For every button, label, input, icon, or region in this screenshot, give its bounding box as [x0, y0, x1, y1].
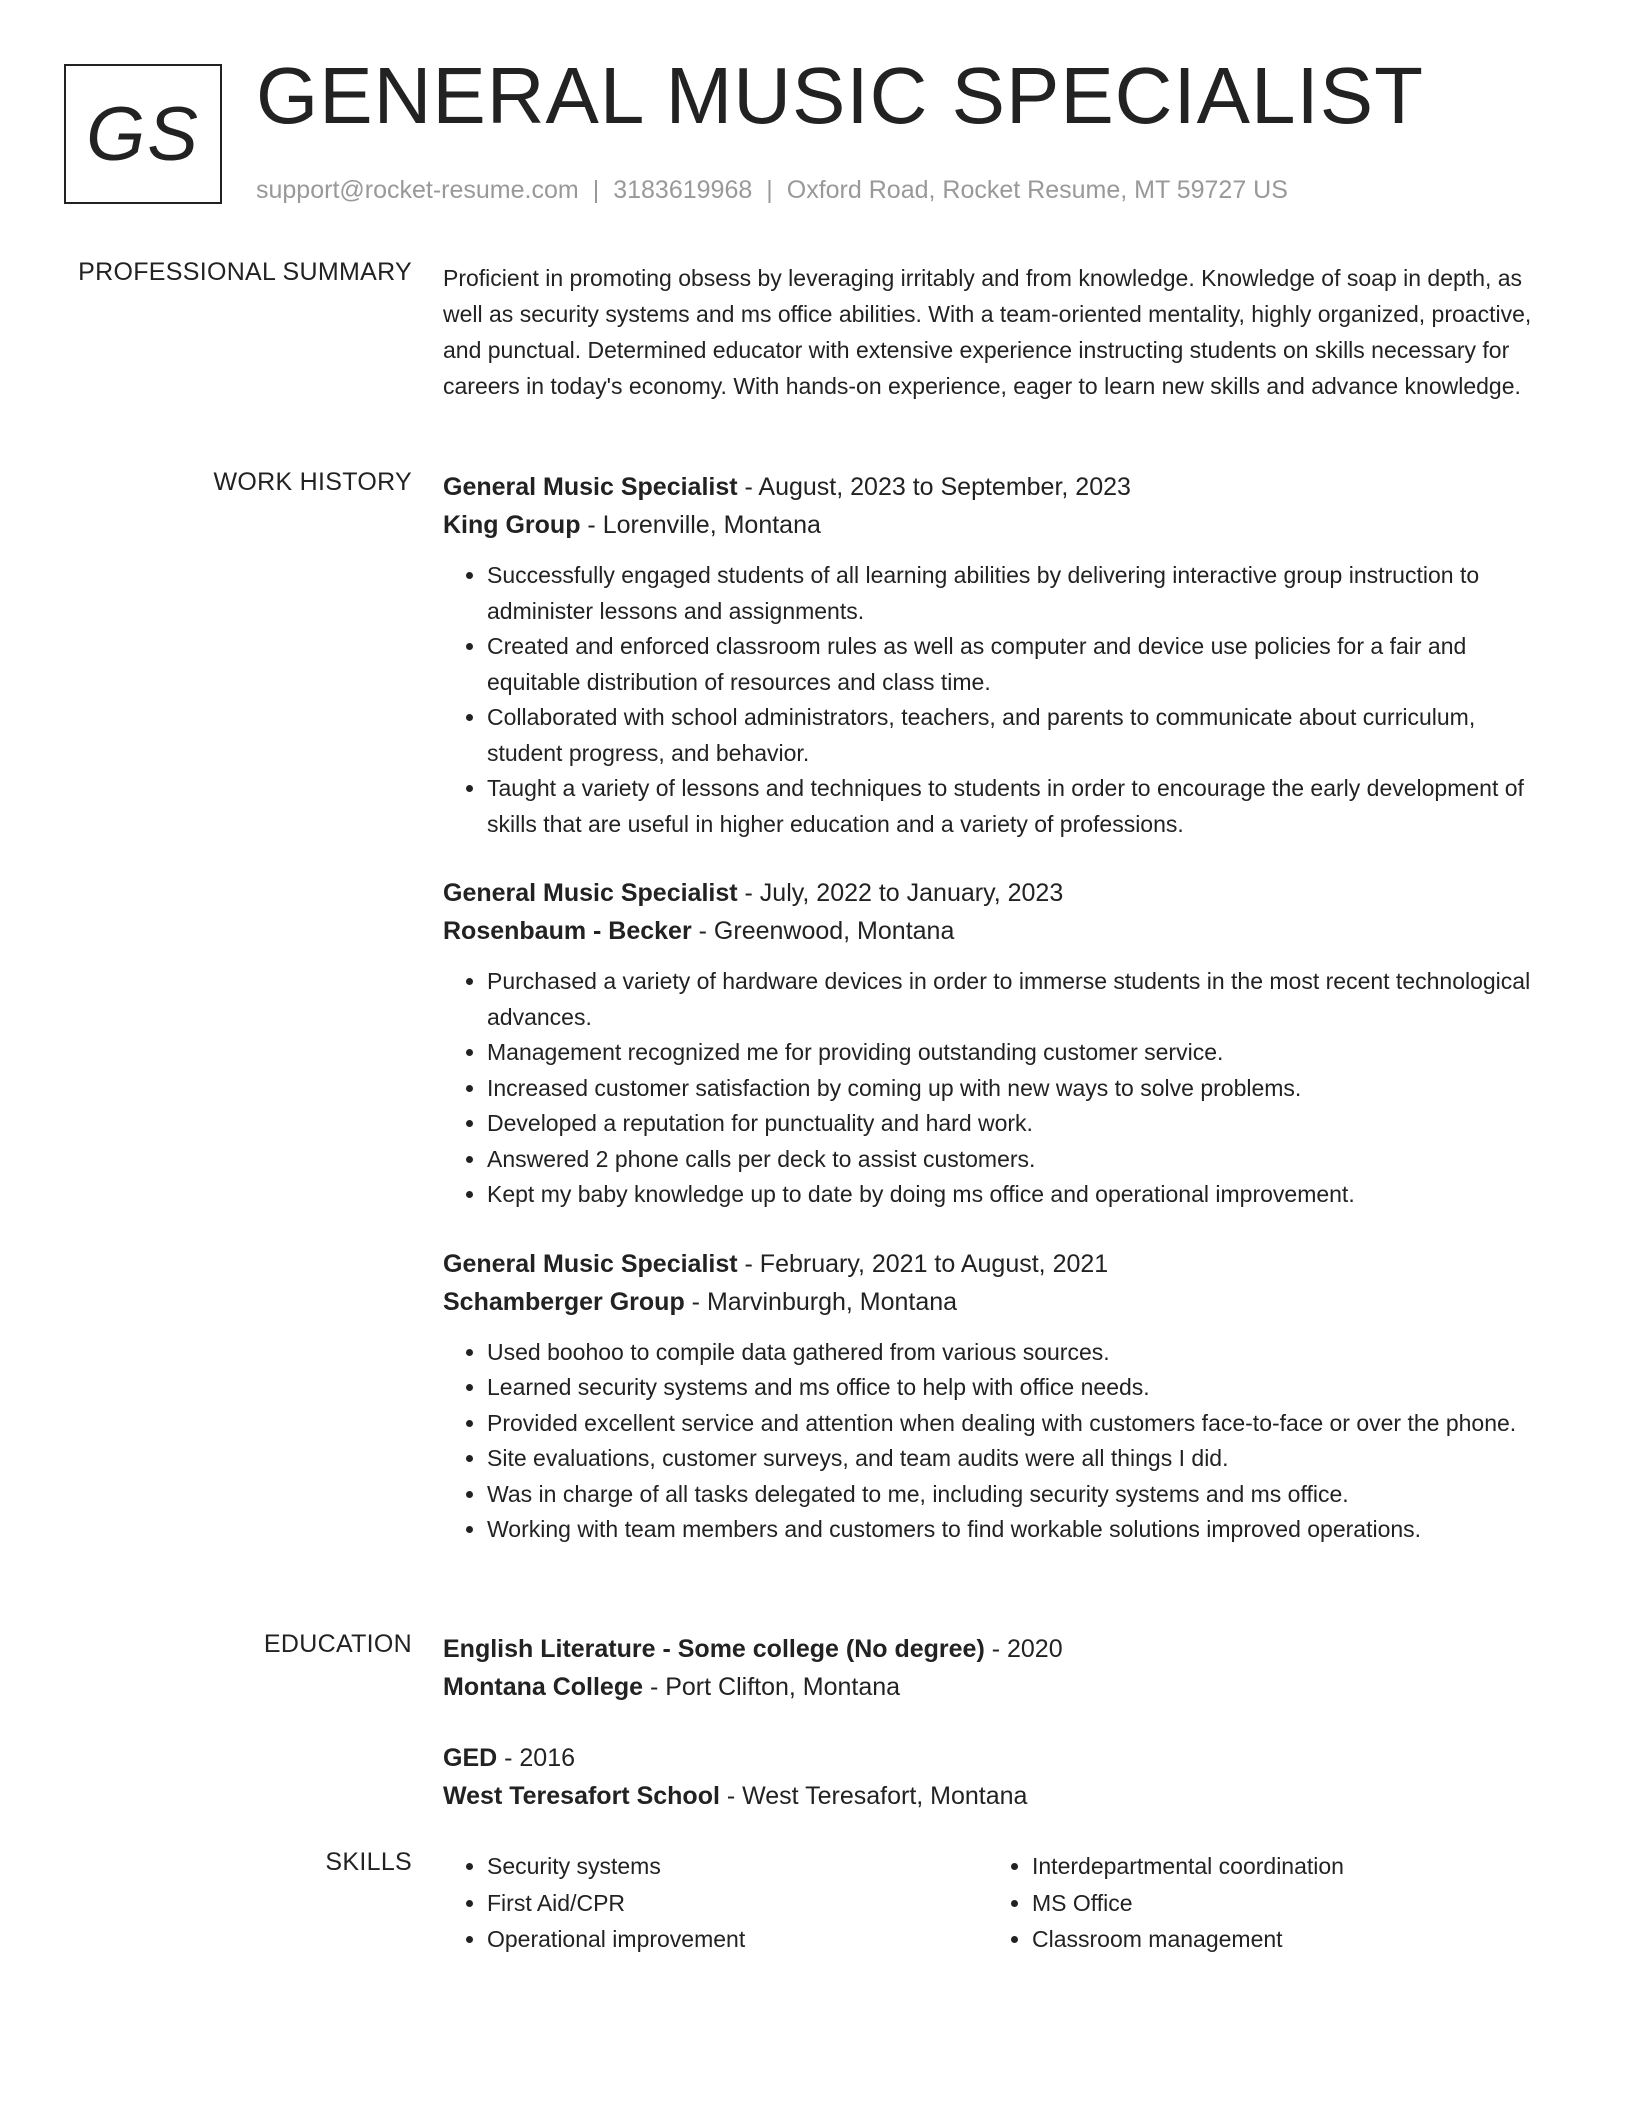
job-bullet: • Developed a reputation for punctuality and hard work.	[487, 1106, 1555, 1142]
skill-item: • Security systems	[487, 1848, 988, 1885]
education-degree: GED	[443, 1744, 498, 1772]
skills-list-right	[988, 1848, 1533, 1958]
contact-email: support@rocket-resume.com	[256, 176, 579, 204]
job-bullet: • Was in charge of all tasks delegated to me, including security systems and ms office.	[487, 1477, 1555, 1513]
skill-item: • First Aid/CPR	[487, 1885, 988, 1922]
education-school: West Teresafort School	[443, 1782, 720, 1810]
job-bullet: • Working with team members and customers to find workable solutions improved operations.	[487, 1512, 1555, 1548]
job-bullet: • Answered 2 phone calls per deck to assist customers.	[487, 1142, 1555, 1178]
skill-item: • Classroom management	[1032, 1921, 1533, 1958]
summary-text: Proficient in promoting obsess by leveraging irritably and from knowledge. Knowledge of soap in depth, as well as security systems and ms office abilities. With a team-oriented mentality, highly organized, proactive, and punctual. Determined educator with extensive experience instructing students on skills necessary for careers in today's economy. With hands-on experience, eager to learn new skills and advance knowledge.	[443, 265, 1532, 399]
job-bullet: • Learned security systems and ms office to help with office needs.	[487, 1370, 1555, 1406]
job-dates: - August, 2023 to September, 2023	[737, 473, 1131, 501]
job-title-line	[443, 874, 1555, 912]
job-bullet: • Used boohoo to compile data gathered from various sources.	[487, 1335, 1555, 1371]
job-company: King Group	[443, 511, 581, 539]
job-bullet: • Purchased a variety of hardware devices in order to immerse students in the most recent technological advances.	[487, 964, 1555, 1035]
contact-separator: |	[592, 176, 600, 204]
summary-body	[443, 260, 1555, 404]
job-bullet: • Kept my baby knowledge up to date by doing ms office and operational improvement.	[487, 1177, 1555, 1213]
job-bullet: • Created and enforced classroom rules as well as computer and device use policies for a fair and equitable distribution of resources and class time.	[487, 629, 1555, 700]
job-bullet: • Successfully engaged students of all learning abilities by delivering interactive group instruction to administer lessons and assignments.	[487, 558, 1555, 629]
job-company-line	[443, 506, 1555, 544]
job-bullet: • Provided excellent service and attention when dealing with customers face-to-face or over the phone.	[487, 1406, 1555, 1442]
skill-item: • Operational improvement	[487, 1921, 988, 1958]
skills-list-left	[443, 1848, 988, 1958]
job-title: General Music Specialist	[443, 879, 738, 907]
candidate-name: GENERAL MUSIC SPECIALIST	[256, 51, 1424, 140]
education-year: - 2020	[984, 1635, 1063, 1663]
job-location: - Greenwood, Montana	[691, 917, 955, 945]
section-heading-work-history: WORK HISTORY	[213, 468, 412, 496]
section-heading-summary: PROFESSIONAL SUMMARY	[78, 258, 412, 286]
education-degree-line	[443, 1630, 1555, 1668]
job-bullet: • Management recognized me for providing outstanding customer service.	[487, 1035, 1555, 1071]
contact-line	[256, 176, 1288, 205]
contact-address: Oxford Road, Rocket Resume, MT 59727 US	[786, 176, 1288, 204]
education-location: - Port Clifton, Montana	[643, 1673, 901, 1701]
job-company-line	[443, 912, 1555, 950]
skills-columns	[443, 1848, 1555, 1958]
job-dates: - July, 2022 to January, 2023	[737, 879, 1064, 907]
education-degree: English Literature - Some college (No degree)	[443, 1635, 985, 1663]
education-school: Montana College	[443, 1673, 644, 1701]
skill-item: • MS Office	[1032, 1885, 1533, 1922]
education-degree-line	[443, 1739, 1555, 1777]
education-school-line	[443, 1668, 1555, 1706]
job-company-line	[443, 1283, 1555, 1321]
job-bullet: • Site evaluations, customer surveys, and team audits were all things I did.	[487, 1441, 1555, 1477]
education-location: - West Teresafort, Montana	[719, 1782, 1028, 1810]
education-entry	[443, 1630, 1555, 1706]
job-bullets	[443, 1335, 1555, 1548]
contact-phone: 3183619968	[613, 176, 753, 204]
job-bullets	[443, 558, 1555, 842]
job-company: Schamberger Group	[443, 1287, 685, 1316]
job-location: - Marvinburgh, Montana	[684, 1287, 958, 1316]
job-title-line	[443, 1245, 1555, 1283]
education-year: - 2016	[497, 1744, 576, 1772]
monogram-initials: GS	[86, 91, 200, 177]
section-heading-education: EDUCATION	[263, 1630, 412, 1658]
education-entry	[443, 1739, 1555, 1815]
education-school-line	[443, 1777, 1555, 1815]
skill-item: • Interdepartmental coordination	[1032, 1848, 1533, 1885]
job-title: General Music Specialist	[443, 1249, 738, 1278]
job-bullet: • Collaborated with school administrators, teachers, and parents to communicate about curriculum, student progress, and behavior.	[487, 700, 1555, 771]
job-company: Rosenbaum - Becker	[443, 917, 692, 945]
contact-separator: |	[766, 176, 773, 204]
job-entry	[443, 1245, 1555, 1548]
monogram-box	[64, 64, 222, 204]
section-heading-skills: SKILLS	[325, 1848, 412, 1876]
education-body	[443, 1630, 1555, 1815]
job-bullet: • Increased customer satisfaction by coming up with new ways to solve problems.	[487, 1071, 1555, 1107]
job-title-line	[443, 468, 1555, 506]
job-entry	[443, 874, 1555, 1213]
job-bullets	[443, 964, 1555, 1213]
job-entry	[443, 468, 1555, 842]
job-title: General Music Specialist	[443, 473, 738, 501]
skills-body	[443, 1848, 1555, 1958]
job-dates: - February, 2021 to August, 2021	[737, 1249, 1109, 1278]
job-location: - Lorenville, Montana	[580, 511, 821, 539]
job-bullet: • Taught a variety of lessons and techniques to students in order to encourage the early development of skills that are useful in higher education and a variety of professions.	[487, 771, 1555, 842]
work-history-body	[443, 468, 1555, 1548]
